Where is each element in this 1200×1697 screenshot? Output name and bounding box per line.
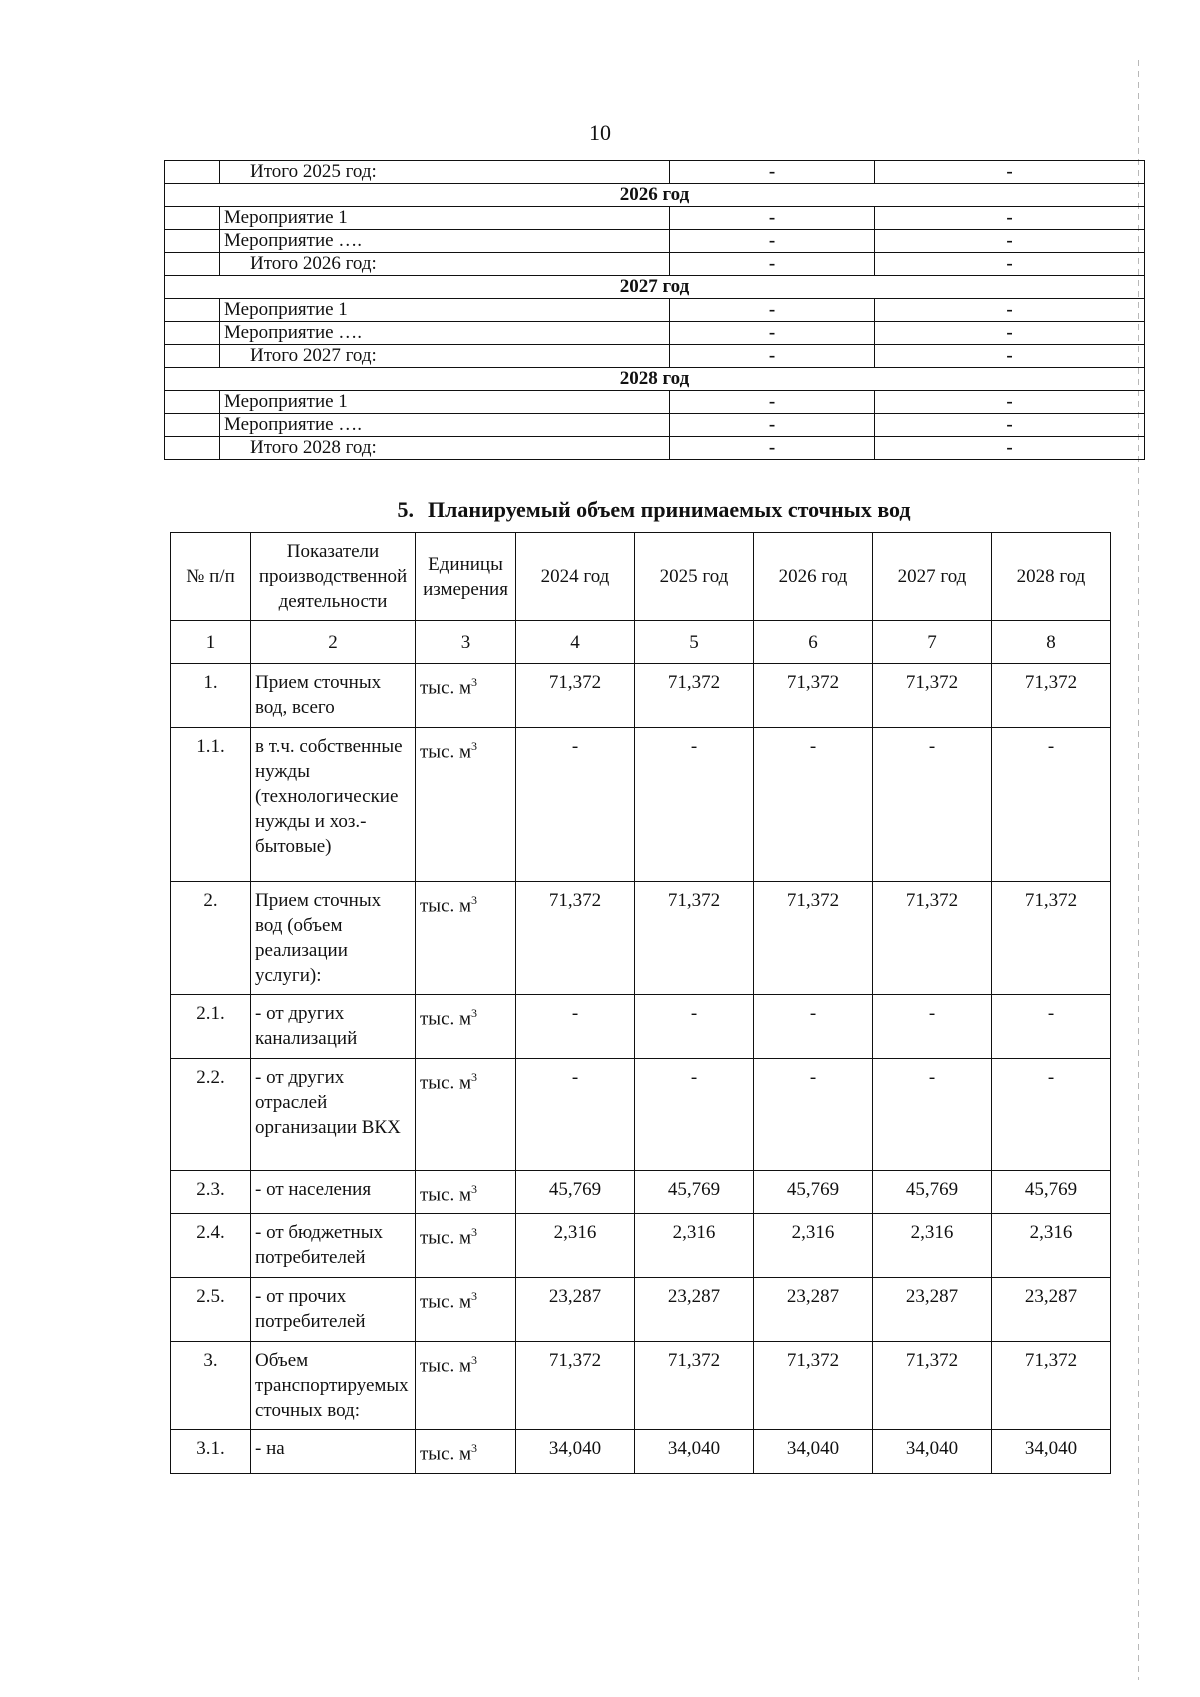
measures-row-item [165, 414, 1145, 437]
row-value: - [635, 728, 754, 882]
total-label: Итого 2028 год: [220, 437, 670, 460]
row-indicator: Прием сточных вод, всего [251, 664, 416, 728]
measures-num-cell [165, 414, 220, 437]
measures-row-item [165, 230, 1145, 253]
row-value: 34,040 [754, 1430, 873, 1473]
row-number: 1.1. [171, 728, 251, 882]
measure-label: Мероприятие 1 [220, 391, 670, 414]
row-value: 71,372 [754, 1342, 873, 1430]
row-value: - [754, 728, 873, 882]
unit-exponent: 3 [471, 1006, 478, 1020]
column-number-row [171, 621, 1111, 664]
unit-exponent: 3 [471, 739, 478, 753]
row-value: 45,769 [992, 1171, 1111, 1214]
measure-value-1: - [670, 253, 875, 276]
total-label: Итого 2027 год: [220, 345, 670, 368]
row-unit [416, 1342, 516, 1430]
measures-row-total [165, 161, 1145, 184]
row-value: 45,769 [754, 1171, 873, 1214]
table-row [171, 1430, 1111, 1473]
measures-row-total [165, 437, 1145, 460]
row-value: 34,040 [992, 1430, 1111, 1473]
unit-exponent: 3 [471, 1353, 478, 1368]
unit-exponent: 3 [471, 1182, 478, 1196]
row-value: - [516, 728, 635, 882]
row-value: 71,372 [992, 1342, 1111, 1430]
row-unit [416, 1059, 516, 1171]
column-number: 3 [416, 621, 516, 664]
unit-exponent: 3 [471, 1225, 478, 1240]
measures-row-total [165, 345, 1145, 368]
row-value: - [873, 728, 992, 882]
measures-row-total [165, 253, 1145, 276]
wastewater-table-body [171, 621, 1111, 1474]
row-indicator: - от прочих потребителей [251, 1278, 416, 1342]
measures-table-body [165, 161, 1145, 460]
measures-num-cell [165, 391, 220, 414]
header-num: № п/п [171, 533, 251, 621]
measure-value-2: - [875, 414, 1145, 437]
unit-exponent: 3 [471, 675, 478, 689]
row-indicator: - от бюджетных потребителей [251, 1214, 416, 1278]
row-value: - [873, 995, 992, 1059]
row-number: 3. [171, 1342, 251, 1430]
header-2024: 2024 год [516, 533, 635, 621]
header-2025: 2025 год [635, 533, 754, 621]
row-value: 23,287 [516, 1278, 635, 1342]
unit-base: тыс. м [420, 1008, 472, 1030]
measures-row-year [165, 184, 1145, 207]
row-value: 2,316 [873, 1214, 992, 1278]
row-value: 23,287 [992, 1278, 1111, 1342]
section-title: Планируемый объем принимаемых сточных вод [427, 497, 911, 522]
row-value: - [754, 1059, 873, 1171]
unit-exponent: 3 [471, 1289, 478, 1304]
unit-base: тыс. м [420, 1291, 472, 1313]
row-unit [416, 664, 516, 728]
table-row [171, 664, 1111, 728]
row-value: 71,372 [516, 1342, 635, 1430]
table-row [171, 728, 1111, 882]
measures-row-item [165, 322, 1145, 345]
measure-label: Мероприятие …. [220, 230, 670, 253]
measure-value-1: - [670, 437, 875, 460]
row-value: - [992, 995, 1111, 1059]
measure-value-1: - [670, 161, 875, 184]
row-number: 2.1. [171, 995, 251, 1059]
row-number: 2.4. [171, 1214, 251, 1278]
row-value: 2,316 [992, 1214, 1111, 1278]
unit-base: тыс. м [420, 1355, 472, 1377]
row-number: 1. [171, 664, 251, 728]
header-indicator: Показатели производственной деятельности [251, 533, 416, 621]
column-number: 8 [992, 621, 1111, 664]
measure-value-2: - [875, 437, 1145, 460]
row-unit [416, 995, 516, 1059]
table-row [171, 995, 1111, 1059]
measures-num-cell [165, 437, 220, 460]
column-number: 1 [171, 621, 251, 664]
measures-num-cell [165, 161, 220, 184]
table-row [171, 1342, 1111, 1430]
section-heading [164, 497, 1144, 523]
unit-exponent: 3 [471, 1441, 478, 1456]
year-heading: 2027 год [165, 276, 1145, 299]
row-value: 34,040 [873, 1430, 992, 1473]
column-number: 5 [635, 621, 754, 664]
measure-value-1: - [670, 345, 875, 368]
unit-exponent: 3 [471, 893, 478, 907]
row-value: 45,769 [516, 1171, 635, 1214]
measure-value-1: - [670, 299, 875, 322]
measures-num-cell [165, 207, 220, 230]
measure-value-2: - [875, 207, 1145, 230]
row-value: 71,372 [873, 882, 992, 995]
measure-value-1: - [670, 322, 875, 345]
measures-num-cell [165, 322, 220, 345]
row-indicator: в т.ч. собственные нужды (технологические нужды и хоз.-бытовые) [251, 728, 416, 882]
measures-num-cell [165, 230, 220, 253]
page-number: 10 [589, 120, 611, 145]
measure-value-2: - [875, 161, 1145, 184]
row-value: - [992, 728, 1111, 882]
measure-value-1: - [670, 230, 875, 253]
column-number: 4 [516, 621, 635, 664]
table-row [171, 1171, 1111, 1214]
row-number: 2.3. [171, 1171, 251, 1214]
measure-value-2: - [875, 230, 1145, 253]
measures-num-cell [165, 299, 220, 322]
row-value: 71,372 [992, 664, 1111, 728]
row-indicator: - от других отраслей организации ВКХ [251, 1059, 416, 1171]
row-indicator: Объем транспортируемых сточных вод: [251, 1342, 416, 1430]
row-indicator: - от других канализаций [251, 995, 416, 1059]
unit-base: тыс. м [420, 677, 472, 699]
measures-row-year [165, 368, 1145, 391]
measures-row-item [165, 207, 1145, 230]
total-label: Итого 2026 год: [220, 253, 670, 276]
header-2028: 2028 год [992, 533, 1111, 621]
row-unit [416, 1214, 516, 1278]
measure-value-1: - [670, 414, 875, 437]
wastewater-volume-table [170, 532, 1111, 1474]
column-number: 2 [251, 621, 416, 664]
section-number: 5. [397, 497, 414, 522]
row-number: 2.5. [171, 1278, 251, 1342]
row-value: 71,372 [873, 1342, 992, 1430]
row-value: 71,372 [635, 882, 754, 995]
row-number: 3.1. [171, 1430, 251, 1473]
measure-value-2: - [875, 391, 1145, 414]
measure-value-2: - [875, 345, 1145, 368]
table-row [171, 882, 1111, 995]
measure-value-1: - [670, 207, 875, 230]
unit-exponent: 3 [471, 1070, 478, 1084]
row-value: 23,287 [754, 1278, 873, 1342]
row-unit [416, 728, 516, 882]
row-value: 23,287 [873, 1278, 992, 1342]
measures-row-item [165, 391, 1145, 414]
row-value: 71,372 [992, 882, 1111, 995]
table-row [171, 1278, 1111, 1342]
row-value: - [873, 1059, 992, 1171]
row-value: 71,372 [754, 664, 873, 728]
row-value: 71,372 [516, 882, 635, 995]
row-value: 45,769 [635, 1171, 754, 1214]
header-2027: 2027 год [873, 533, 992, 621]
row-value: - [635, 1059, 754, 1171]
row-value: - [516, 1059, 635, 1171]
row-indicator: Прием сточных вод (объем реализации услуги): [251, 882, 416, 995]
year-heading: 2028 год [165, 368, 1145, 391]
measure-label: Мероприятие …. [220, 414, 670, 437]
header-2026: 2026 год [754, 533, 873, 621]
unit-base: тыс. м [420, 1227, 472, 1249]
row-number: 2.2. [171, 1059, 251, 1171]
row-value: 71,372 [635, 1342, 754, 1430]
row-value: 23,287 [635, 1278, 754, 1342]
row-value: - [635, 995, 754, 1059]
row-value: 34,040 [635, 1430, 754, 1473]
row-value: 2,316 [516, 1214, 635, 1278]
row-value: 71,372 [754, 882, 873, 995]
row-value: - [754, 995, 873, 1059]
table-row [171, 1059, 1111, 1171]
row-unit [416, 1430, 516, 1473]
row-value: 2,316 [754, 1214, 873, 1278]
measures-num-cell [165, 345, 220, 368]
row-value: 71,372 [873, 664, 992, 728]
header-row [171, 533, 1111, 621]
row-number: 2. [171, 882, 251, 995]
row-value: 45,769 [873, 1171, 992, 1214]
unit-base: тыс. м [420, 1184, 472, 1206]
unit-base: тыс. м [420, 741, 472, 763]
measures-row-item [165, 299, 1145, 322]
unit-base: тыс. м [420, 1443, 472, 1465]
total-label: Итого 2025 год: [220, 161, 670, 184]
header-unit: Единицы измерения [416, 533, 516, 621]
measures-row-year [165, 276, 1145, 299]
row-value: 34,040 [516, 1430, 635, 1473]
year-heading: 2026 год [165, 184, 1145, 207]
unit-base: тыс. м [420, 1072, 472, 1094]
row-indicator: - на [251, 1430, 416, 1473]
unit-base: тыс. м [420, 895, 472, 917]
measure-value-2: - [875, 322, 1145, 345]
row-indicator: - от населения [251, 1171, 416, 1214]
row-unit [416, 1171, 516, 1214]
measures-table [164, 160, 1145, 460]
table-row [171, 1214, 1111, 1278]
measure-label: Мероприятие 1 [220, 299, 670, 322]
measures-num-cell [165, 253, 220, 276]
measure-label: Мероприятие 1 [220, 207, 670, 230]
column-number: 7 [873, 621, 992, 664]
row-unit [416, 1278, 516, 1342]
row-unit [416, 882, 516, 995]
column-number: 6 [754, 621, 873, 664]
measure-value-2: - [875, 299, 1145, 322]
row-value: - [516, 995, 635, 1059]
row-value: 71,372 [635, 664, 754, 728]
row-value: - [992, 1059, 1111, 1171]
row-value: 71,372 [516, 664, 635, 728]
row-value: 2,316 [635, 1214, 754, 1278]
measure-label: Мероприятие …. [220, 322, 670, 345]
measure-value-1: - [670, 391, 875, 414]
measure-value-2: - [875, 253, 1145, 276]
